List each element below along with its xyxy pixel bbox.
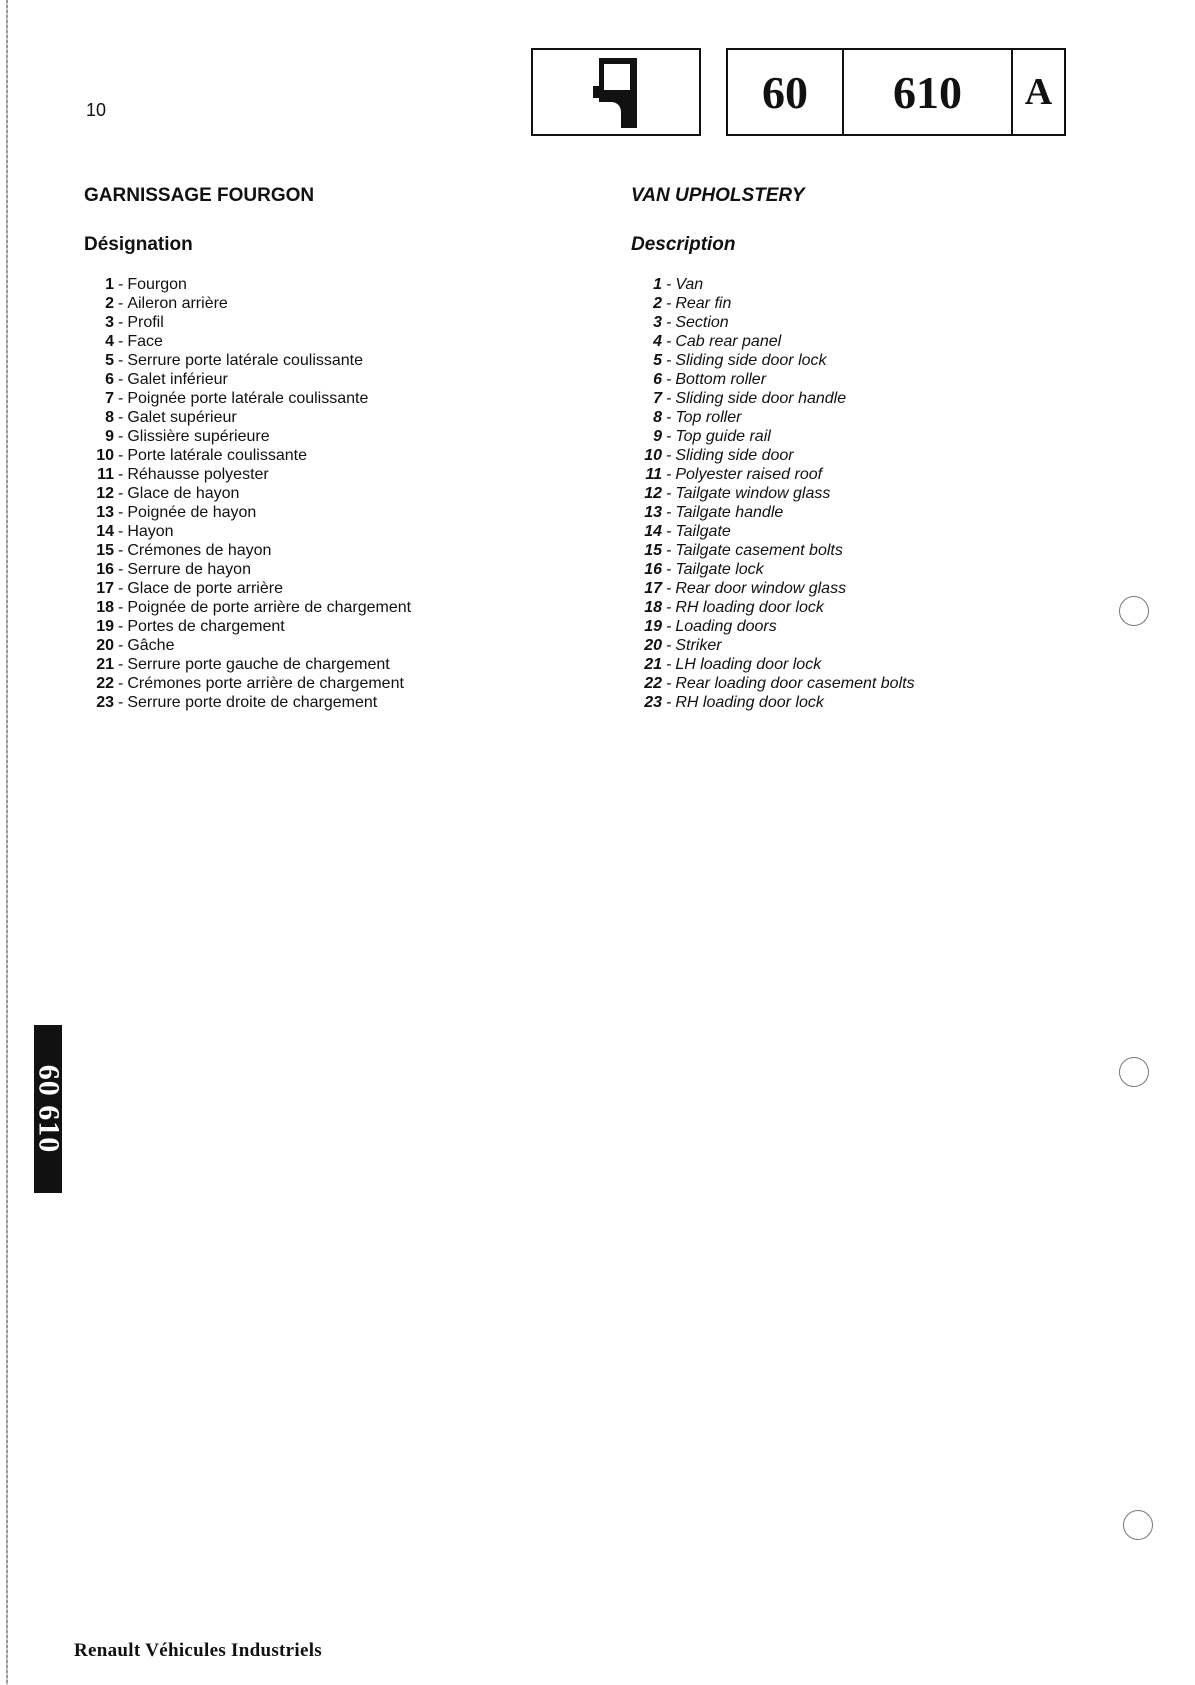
item-number: 21 [644,656,662,673]
item-number: 17 [96,580,114,597]
item-separator: - [118,580,124,597]
item-separator: - [666,618,672,635]
list-item [78,427,411,446]
list-item [626,541,915,560]
item-label: Polyester raised roof [675,466,823,483]
item-number: 10 [644,447,662,464]
list-item [78,522,411,541]
french-subtitle: Désignation [84,234,193,255]
item-number: 14 [644,523,662,540]
item-number: 1 [653,276,662,293]
item-label: Tailgate casement bolts [675,542,843,559]
list-item [626,465,915,484]
list-item [78,408,411,427]
item-label: Face [127,333,163,350]
list-item [626,484,915,503]
item-label: Crémones de hayon [127,542,272,559]
list-item [626,313,915,332]
item-separator: - [666,542,672,559]
item-number: 17 [644,580,662,597]
item-separator: - [666,390,672,407]
item-number: 15 [644,542,662,559]
item-number: 15 [96,542,114,559]
item-number: 2 [105,295,114,312]
item-label: Top guide rail [675,428,771,445]
revision-code: A [1024,71,1053,113]
item-number: 16 [96,561,114,578]
item-separator: - [666,428,672,445]
item-separator: - [118,333,124,350]
list-item [626,522,915,541]
item-label: Loading doors [675,618,777,635]
side-tab-label: 60 610 [32,1064,65,1154]
list-item [78,275,411,294]
item-label: Sliding side door [675,447,794,464]
section-code-box [726,48,1066,136]
item-number: 5 [653,352,662,369]
item-number: 23 [96,694,114,711]
list-item [78,465,411,484]
item-label: Fourgon [127,276,187,293]
list-item [626,655,915,674]
item-separator: - [118,504,124,521]
item-label: Glissière supérieure [127,428,270,445]
item-label: Top roller [675,409,742,426]
item-number: 22 [644,675,662,692]
list-item [626,427,915,446]
section-code: 610 [844,50,1013,134]
list-item [78,351,411,370]
item-separator: - [118,352,124,369]
item-separator: - [118,409,124,426]
item-label: Tailgate handle [675,504,784,521]
item-separator: - [118,371,124,388]
item-separator: - [118,523,124,540]
list-item [78,446,411,465]
list-item [626,503,915,522]
item-label: Bottom roller [675,371,767,388]
item-number: 7 [653,390,662,407]
list-item [78,503,411,522]
item-label: Glace de porte arrière [127,580,283,597]
item-separator: - [666,523,672,540]
item-label: Serrure porte gauche de chargement [127,656,390,673]
item-number: 7 [105,390,114,407]
item-number: 22 [96,675,114,692]
item-label: Tailgate [675,523,731,540]
item-separator: - [118,314,124,331]
item-label: Hayon [127,523,174,540]
item-separator: - [118,447,124,464]
item-number: 18 [644,599,662,616]
item-number: 20 [96,637,114,654]
item-separator: - [118,637,124,654]
item-number: 9 [653,428,662,445]
item-number: 9 [105,428,114,445]
item-label: Poignée porte latérale coulissante [127,390,369,407]
item-label: LH loading door lock [675,656,822,673]
list-item [78,579,411,598]
item-number: 8 [653,409,662,426]
item-separator: - [666,675,672,692]
french-parts-list [78,275,411,712]
list-item [626,351,915,370]
truck-cab-icon [593,56,643,130]
item-separator: - [666,409,672,426]
item-separator: - [666,447,672,464]
list-item [78,313,411,332]
item-separator: - [118,390,124,407]
group-code: 60 [728,50,844,134]
item-separator: - [118,485,124,502]
item-label: Serrure porte latérale coulissante [127,352,364,369]
item-separator: - [666,694,672,711]
list-item [78,389,411,408]
list-item [626,408,915,427]
item-number: 11 [97,466,114,483]
list-item [78,674,411,693]
item-label: Portes de chargement [127,618,285,635]
punch-hole [1119,596,1149,626]
item-label: Cab rear panel [675,333,782,350]
item-number: 6 [105,371,114,388]
list-item [78,617,411,636]
item-label: Réhausse polyester [127,466,269,483]
item-label: Porte latérale coulissante [127,447,307,464]
list-item [626,636,915,655]
item-separator: - [118,561,124,578]
item-label: Tailgate lock [675,561,764,578]
item-label: Sliding side door handle [675,390,847,407]
item-separator: - [118,656,124,673]
page-number: 10 [86,100,107,120]
item-label: Aileron arrière [127,295,228,312]
item-number: 19 [644,618,662,635]
list-item [78,560,411,579]
item-label: Section [675,314,729,331]
list-item [78,636,411,655]
item-separator: - [666,295,672,312]
list-item [78,294,411,313]
item-separator: - [118,599,124,616]
french-title: GARNISSAGE FOURGON [84,185,315,206]
list-item [626,294,915,313]
item-label: Gâche [127,637,175,654]
list-item [78,332,411,351]
item-label: RH loading door lock [675,694,824,711]
item-separator: - [666,599,672,616]
item-separator: - [118,428,124,445]
item-separator: - [666,276,672,293]
list-item [78,370,411,389]
item-number: 19 [96,618,114,635]
list-item [626,560,915,579]
item-number: 21 [96,656,114,673]
item-separator: - [666,314,672,331]
list-item [626,275,915,294]
item-label: Glace de hayon [127,485,240,502]
item-label: Tailgate window glass [675,485,831,502]
punch-hole [1119,1057,1149,1087]
item-separator: - [118,466,124,483]
list-item [626,370,915,389]
item-number: 12 [96,485,114,502]
english-parts-list [626,275,915,712]
item-label: Poignée de hayon [127,504,257,521]
item-label: Poignée de porte arrière de chargement [127,599,412,616]
item-label: Serrure de hayon [127,561,251,578]
item-number: 23 [644,694,662,711]
item-label: Sliding side door lock [675,352,827,369]
item-number: 4 [105,333,114,350]
list-item [626,598,915,617]
item-separator: - [666,504,672,521]
item-label: Galet inférieur [127,371,228,388]
item-number: 6 [653,371,662,388]
item-separator: - [666,580,672,597]
item-number: 16 [644,561,662,578]
item-label: Galet supérieur [127,409,237,426]
item-separator: - [666,561,672,578]
page-edge-rule [6,0,8,1685]
item-number: 3 [105,314,114,331]
english-subtitle: Description [631,234,736,255]
list-item [626,617,915,636]
item-number: 20 [644,637,662,654]
list-item [78,693,411,712]
list-item [626,446,915,465]
item-label: RH loading door lock [675,599,824,616]
punch-hole [1123,1510,1153,1540]
item-label: Profil [127,314,164,331]
item-separator: - [118,295,124,312]
item-number: 11 [645,466,662,483]
item-separator: - [666,371,672,388]
item-number: 13 [644,504,662,521]
item-number: 1 [105,276,114,293]
item-separator: - [666,485,672,502]
item-separator: - [118,675,124,692]
item-label: Serrure porte droite de chargement [127,694,378,711]
item-separator: - [666,637,672,654]
list-item [626,579,915,598]
item-separator: - [118,542,124,559]
list-item [78,598,411,617]
english-title: VAN UPHOLSTERY [631,185,805,206]
item-number: 12 [644,485,662,502]
item-separator: - [118,276,124,293]
item-label: Rear door window glass [675,580,847,597]
item-number: 10 [96,447,114,464]
item-label: Crémones porte arrière de chargement [127,675,404,692]
list-item [78,655,411,674]
item-separator: - [666,333,672,350]
list-item [78,484,411,503]
item-number: 3 [653,314,662,331]
footer-brand: Renault Véhicules Industriels [74,1640,322,1661]
item-number: 18 [96,599,114,616]
item-separator: - [666,656,672,673]
item-number: 8 [105,409,114,426]
list-item [626,332,915,351]
section-icon-box [531,48,701,136]
item-number: 2 [653,295,662,312]
item-separator: - [666,352,672,369]
item-label: Rear fin [675,295,732,312]
item-label: Van [675,276,704,293]
item-separator: - [118,694,124,711]
item-number: 14 [96,523,114,540]
section-side-tab [32,1025,65,1193]
list-item [78,541,411,560]
list-item [626,693,915,712]
item-number: 13 [96,504,114,521]
list-item [626,389,915,408]
item-number: 4 [653,333,662,350]
item-label: Striker [675,637,722,654]
item-label: Rear loading door casement bolts [675,675,915,692]
item-separator: - [666,466,672,483]
list-item [626,674,915,693]
item-number: 5 [105,352,114,369]
item-separator: - [118,618,124,635]
